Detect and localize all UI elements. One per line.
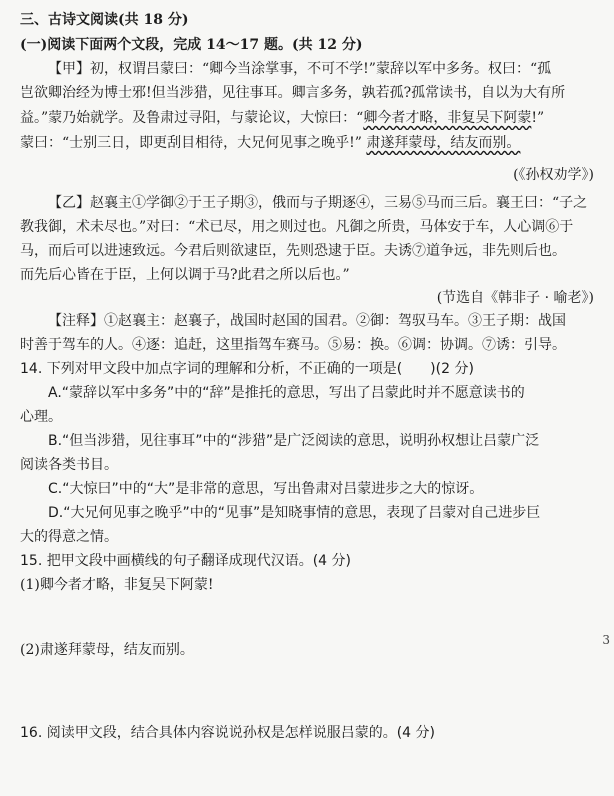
- option-b-line-1: B.“但当涉猎，见往事耳”中的“涉猎”是广泛阅读的意思，说明孙权想让吕蒙广泛: [48, 433, 540, 449]
- margin-mark: 3: [602, 633, 610, 647]
- notes-line-2: 时善于驾车的人。④逐：追赶，这里指驾车赛马。⑤易：换。⑥调：协调。⑦诱：引导。: [20, 337, 566, 353]
- passage-jia-line-3: [20, 106, 594, 130]
- option-d-line-1: D.“大兄何见事之晚乎”中的“见事”是知晓事情的意思，表现了吕蒙对自己进步巨: [48, 505, 541, 521]
- passage-yi-line-1: 【乙】赵襄主①学御②于王子期③，俄而与子期逐④，三易⑤马而三后。襄王曰：“子之: [48, 195, 588, 211]
- underlined-sentence-2: 肃遂拜蒙母，结友而别。: [366, 135, 521, 151]
- question-15-sentence-1: (1)卿今者才略，非复吴下阿蒙!: [20, 577, 214, 593]
- section-subtitle: (一)阅读下面两个文段，完成 14～17 题。(共 12 分): [20, 37, 363, 53]
- passage-yi-line-4: 而先后心皆在于臣，上何以调于马?此君之所以后也。”: [20, 267, 350, 283]
- section-title: 三、古诗文阅读(共 18 分): [20, 12, 189, 28]
- passage-jia-source: (《孙权劝学》): [513, 167, 594, 183]
- option-b-line-2: 阅读各类书目。: [20, 457, 118, 473]
- question-16-stem: 16. 阅读甲文段，结合具体内容说说孙权是怎样说服吕蒙的。(4 分): [20, 725, 435, 741]
- option-d-line-2: 大的得意之情。: [20, 529, 118, 545]
- option-a-line-2: 心理。: [20, 409, 62, 425]
- passage-jia-line-4: [20, 131, 594, 155]
- passage-jia-line-2: 岂欲卿治经为博士邪!但当涉猎，见往事耳。卿言多务，孰若孤?孤常读书，自以为大有所: [20, 85, 566, 101]
- passage-jia-line-3-text: 益。”蒙乃始就学。及鲁肃过寻阳，与蒙论议，大惊曰：“: [20, 110, 364, 126]
- passage-yi-line-3: 马，而后可以进速致远。今君后则欲逮臣，先则恐逮于臣。夫诱⑦道争远，非先则后也。: [20, 243, 566, 259]
- option-a-line-1: A.“蒙辞以军中多务”中的“辞”是推托的意思，写出了吕蒙此时并不愿意读书的: [48, 385, 525, 401]
- question-15-stem: 15. 把甲文段中画横线的句子翻译成现代汉语。(4 分): [20, 553, 351, 569]
- underlined-sentence-1: 卿今者才略，非复吴下阿蒙: [363, 110, 532, 126]
- passage-jia-line-1: 【甲】初，权谓吕蒙曰：“卿今当涂掌事，不可不学!”蒙辞以军中多务。权曰：“孤: [48, 61, 552, 77]
- question-15-sentence-2: (2)肃遂拜蒙母，结友而别。: [20, 642, 194, 658]
- passage-yi-line-2: 教我御，术未尽也。”对曰：“术已尽，用之则过也。凡御之所贵，马体安于车，人心调⑥于: [20, 219, 574, 235]
- passage-yi-source: (节选自《韩非子 · 喻老》): [436, 290, 594, 306]
- question-14-stem: 14. 下列对甲文段中加点字词的理解和分析，不正确的一项是( )(2 分): [20, 361, 474, 377]
- option-c: C.“大惊曰”中的“大”是非常的意思，写出鲁肃对吕蒙进步之大的惊讶。: [48, 481, 484, 497]
- passage-jia-line-4-text: 蒙曰：“士别三日，即更刮目相待，大兄何见事之晚乎!”: [20, 135, 362, 151]
- passage-jia-line-3-end: !”: [531, 110, 545, 126]
- notes-line-1: 【注释】①赵襄主：赵襄子，战国时赵国的国君。②御：驾驭马车。③王子期：战国: [48, 313, 566, 329]
